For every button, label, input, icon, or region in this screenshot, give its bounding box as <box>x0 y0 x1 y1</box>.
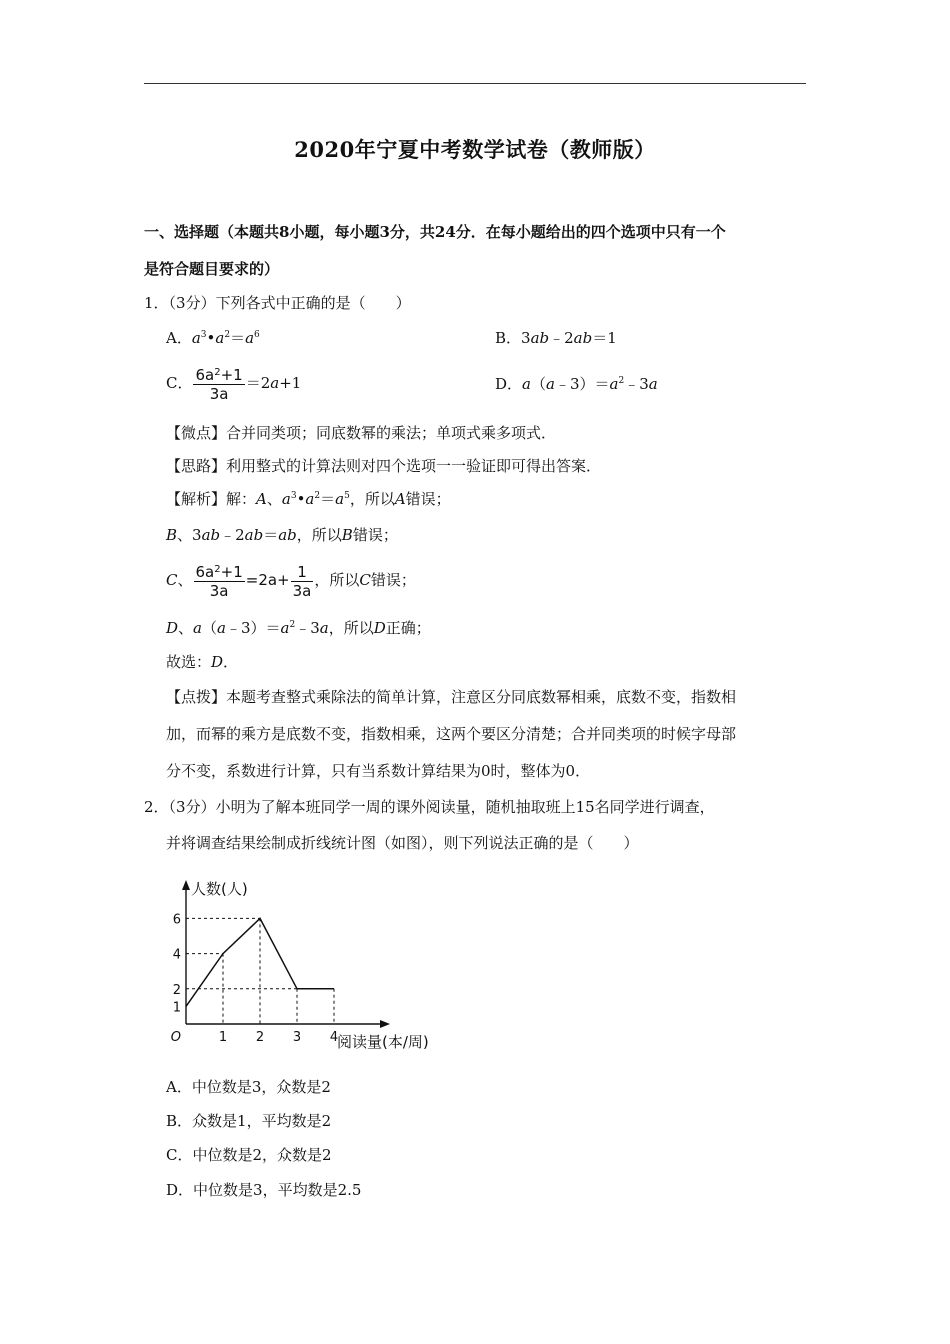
q2-option-d: D．中位数是3，平均数是2.5 <box>166 1181 362 1199</box>
q1-option-a-text: $a^3•a^2=a^6$ <box>191 329 260 347</box>
q1-answer: 故选：D． <box>166 653 239 671</box>
q1-stem: 1．（3分）下列各式中正确的是（ ） <box>144 294 411 312</box>
q1-dianbo-line1: 【点拨】本题考查整式乘除法的简单计算，注意区分同底数幂相乘，底数不变，指数相 <box>166 688 737 706</box>
q1-silu: 【思路】利用整式的计算法则对四个选项一一验证即可得出答案． <box>166 457 602 475</box>
q1-jiexi-c-suffix: ，所以C错误； <box>314 571 416 589</box>
q1-jiexi-c-mid: =2a+ <box>245 571 290 589</box>
q2-stem-line1: 2．（3分）小明为了解本班同学一周的课外阅读量，随机抽取班上15名同学进行调查， <box>144 798 715 816</box>
x-axis-label: 阅读量(本/周) <box>337 1033 429 1051</box>
header-rule <box>144 83 806 84</box>
y-tick-label: 2 <box>172 982 181 998</box>
q1-jiexi-c: C、 $\frac{6a^2+1}{3a}$ =2a+ $\frac{1}{3a}$ ，所以C错误； <box>166 562 416 600</box>
q1-option-d-text: $a(a﹣3)=a^2﹣3a$ <box>522 375 658 393</box>
x-tick-label: 1 <box>218 1030 228 1045</box>
q1-dianbo-line2: 加，而幂的乘方是底数不变，指数相乘，这两个要区分清楚；合并同类项的时候字母部 <box>166 725 737 743</box>
q1-option-a-label: A． <box>166 329 192 347</box>
q1-dianbo-line3: 分不变，系数进行计算，只有当系数计算结果为0时，整体为0． <box>166 762 591 780</box>
origin-label: O <box>170 1030 181 1045</box>
y-axis-arrow <box>182 880 190 890</box>
q1-jiexi-c-denominator2: 3a <box>292 581 312 600</box>
q2-option-c: C．中位数是2，众数是2 <box>166 1146 332 1164</box>
q1-option-c <box>166 363 301 403</box>
q1-jiexi-b: B、3ab﹣2ab＝ab，所以B错误； <box>166 526 398 544</box>
y-tick-label: 4 <box>172 947 181 963</box>
y-axis-label: 人数(人) <box>191 880 248 898</box>
q1-option-b <box>495 327 617 349</box>
q1-option-c-numerator: $6a^2+1$ <box>195 365 243 384</box>
q1-option-c-denominator: 3a <box>209 384 229 403</box>
x-tick-label: 2 <box>255 1030 265 1045</box>
q1-jiexi-c-fraction2 <box>291 563 314 600</box>
q1-jiexi-d: D、$a(a﹣3)=a^2﹣3a$，所以D正确； <box>166 619 431 637</box>
q1-option-b-label: B． <box>495 329 522 347</box>
q1-jiexi-c-denominator: 3a <box>209 581 229 600</box>
y-tick-label: 6 <box>172 912 181 928</box>
q1-jiexi-c-numerator2: 1 <box>291 563 314 582</box>
q1-weidian: 【微点】合并同类项；同底数幂的乘法；单项式乘多项式． <box>166 424 557 442</box>
q2-stem-line2: 并将调查结果绘制成折线统计图（如图），则下列说法正确的是（ ） <box>166 834 639 852</box>
q1-option-a <box>166 327 260 349</box>
section-heading-line2: 是符合题目要求的） <box>144 260 280 278</box>
q1-option-b-text: 3ab﹣2ab＝1 <box>521 329 617 347</box>
q2-option-a: A．中位数是3，众数是2 <box>166 1078 331 1096</box>
page-title: 2020年宁夏中考数学试卷（教师版） <box>294 137 656 162</box>
q1-jiexi-c-numerator: $6a^2+1$ <box>195 562 243 581</box>
section-heading-line1: 一、选择题（本题共8小题，每小题3分，共24分．在每小题给出的四个选项中只有一个 <box>144 223 726 241</box>
y-tick-label: 1 <box>172 1000 181 1016</box>
q1-option-c-fraction <box>193 366 244 403</box>
q2-option-b: B．众数是1，平均数是2 <box>166 1112 332 1130</box>
x-tick-label: 4 <box>329 1030 339 1045</box>
q1-jiexi-c-fraction <box>194 563 245 600</box>
x-tick-label: 3 <box>292 1030 302 1045</box>
q1-option-d <box>495 373 658 395</box>
q1-option-d-label: D． <box>495 375 523 393</box>
q1-option-c-rhs: ＝2a+1 <box>245 374 302 392</box>
x-axis-arrow <box>380 1020 390 1028</box>
q1-option-c-label: C． <box>166 374 193 392</box>
q1-jiexi-a: 【解析】解：A、$a^3•a^2=a^5$，所以A错误； <box>166 490 451 508</box>
line-chart <box>160 872 460 1057</box>
